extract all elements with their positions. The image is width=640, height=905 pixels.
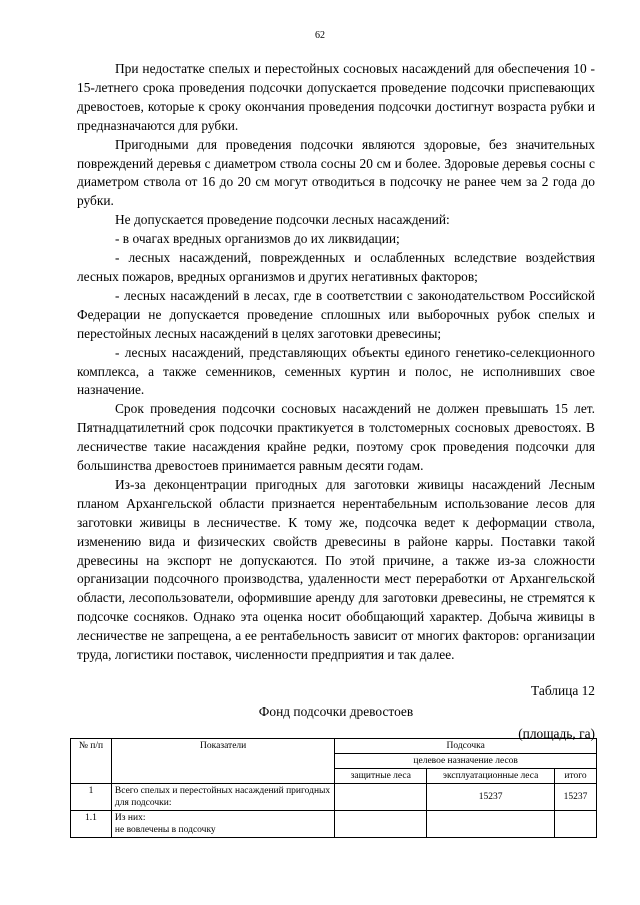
paragraph: Пригодными для проведения подсочки являются здоровые, без значительных повреждений деревья с диаметром ствола сосны 20 см и более. Здоровые деревья сосны с диаметром ствола от 16 до 20 см могут отводиться в подсочку не ранее чем за 2 года до рубки. <box>77 136 595 209</box>
row-total <box>555 811 597 838</box>
row-indicator: Из них: не вовлечены в подсочку <box>111 811 334 838</box>
list-item: - лесных насаждений, поврежденных и ослабленных вследствие воздействия лесных пожаров, вредных организмов и других негативных факторов; <box>77 250 595 284</box>
header-indicators: Показатели <box>111 739 334 784</box>
paragraph: Из-за деконцентрации пригодных для заготовки живицы насаждений Лесным планом Архангельской области признается нерентабельным использование лесов для заготовки живицы в лесничестве. К тому же, подсочка ведет к деформации ствола, изменению вида и физических свойств древесины в районе карры. Поставки такой древесины на экспорт не допускаются. По этой причине, а также из-за сложности организации подсочного производства, удаленности мест переработки от Архангельской области, лесопользователи, оформившие аренду для заготовки древесины, не стремятся к подсочке сосняков. Однако эта оценка носит обобщающий характер. Добыча живицы в лесничестве не запрещена, а ее рентабельность зависит от многих факторов: организации труда, логистики поставок, численности предприятия и так далее. <box>77 476 595 663</box>
row-indicator: Всего спелых и перестойных насаждений пригодных для подсочки: <box>111 784 334 811</box>
row-operational: 15237 <box>427 784 555 811</box>
header-operational: эксплуатационные леса <box>427 769 555 784</box>
paragraph: Не допускается проведение подсочки лесных насаждений: <box>115 212 450 228</box>
paragraph: При недостатке спелых и перестойных сосновых насаждений для обеспечения 10 - 15-летнего срока проведения подсочки допускается проведение подсочки приспевающих древостоев, которые к сроку окончания проведения подсочки достигнут возраста рубки и предназначаются для рубки. <box>77 61 595 133</box>
page-number: 62 <box>315 30 325 41</box>
body-text <box>77 60 595 665</box>
table-row <box>71 811 597 838</box>
list-item: - лесных насаждений в лесах, где в соответствии с законодательством Российской Федерации не допускается проведение сплошных или выборочных рубок спелых и перестойных лесных насаждений в целях заготовки древесины; <box>77 287 595 341</box>
table-label: Таблица 12 <box>531 683 595 698</box>
header-total: итого <box>555 769 597 784</box>
header-protective: защитные леса <box>335 769 427 784</box>
table-title: Фонд подсочки древостоев <box>258 703 414 719</box>
table-caption <box>77 682 595 744</box>
paragraph: Срок проведения подсочки сосновых насаждений не должен превышать 15 лет. Пятнадцатилетний срок подсочки практикуется в толстомерных сосновых древостоях. В лесничестве такие насаждения крайне редки, поэтому срок проведения подсочки для большинства древостоев принимается равным десяти годам. <box>77 401 595 474</box>
header-num: № п/п <box>71 739 112 784</box>
row-num: 1.1 <box>71 811 112 838</box>
row-protective <box>335 811 427 838</box>
header-tapping: Подсочка <box>335 739 597 754</box>
header-purpose: целевое назначение лесов <box>335 754 597 769</box>
row-num: 1 <box>71 784 112 811</box>
row-operational <box>427 811 555 838</box>
row-protective <box>335 784 427 811</box>
list-item: - в очагах вредных организмов до их ликвидации; <box>115 231 400 247</box>
fund-table <box>70 738 597 838</box>
table-row <box>71 784 597 811</box>
table-unit: (площадь, га) <box>518 725 595 741</box>
list-item: - лесных насаждений, представляющих объекты единого генетико-селекционного комплекса, а также семенников, семенных куртин и полос, не исполнивших свое назначение. <box>77 344 595 398</box>
row-total: 15237 <box>555 784 597 811</box>
